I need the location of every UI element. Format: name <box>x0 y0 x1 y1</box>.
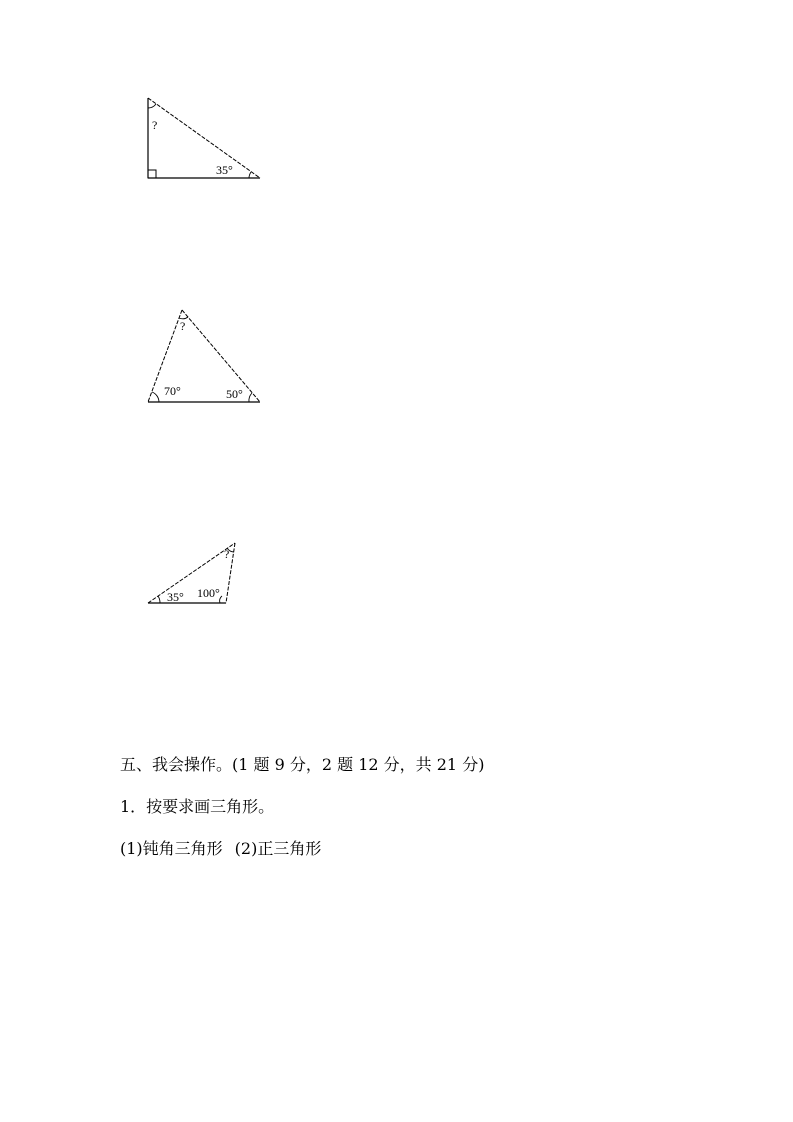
triangle-3-left-arc <box>158 596 160 603</box>
angle-label: 35° <box>167 590 184 604</box>
triangle-figure-1 <box>148 98 260 178</box>
triangle-1-right-arc <box>249 172 251 178</box>
triangle-3-right-arc <box>220 596 222 603</box>
triangle-1-top-arc <box>148 104 156 108</box>
angle-label: ? <box>224 547 230 561</box>
triangle-2-left-arc <box>152 392 159 402</box>
angle-label: ? <box>180 319 186 333</box>
question-1-item-2: (2)正三角形 <box>234 839 322 858</box>
angle-label: 50° <box>226 387 243 401</box>
triangle-2-right-arc <box>249 393 252 402</box>
question-1-item-1: (1)钝角三角形 <box>120 839 223 858</box>
triangle-figure-3 <box>148 543 235 604</box>
section-heading: 五、我会操作。(1 题 9 分，2 题 12 分，共 21 分) <box>120 755 485 774</box>
triangle-2-edge-right <box>182 310 260 402</box>
angle-label: 100° <box>197 586 220 600</box>
question-1-items <box>120 836 321 859</box>
right-angle-mark <box>148 170 156 178</box>
triangle-figure-2 <box>148 310 260 402</box>
question-1-prompt: 1．按要求画三角形。 <box>120 797 275 816</box>
angle-label: ? <box>152 118 158 132</box>
triangle-3-edge-long <box>148 543 235 603</box>
angle-label: 70° <box>164 384 181 398</box>
angle-label: 35° <box>216 163 233 177</box>
triangle-1-hypotenuse <box>148 98 260 178</box>
